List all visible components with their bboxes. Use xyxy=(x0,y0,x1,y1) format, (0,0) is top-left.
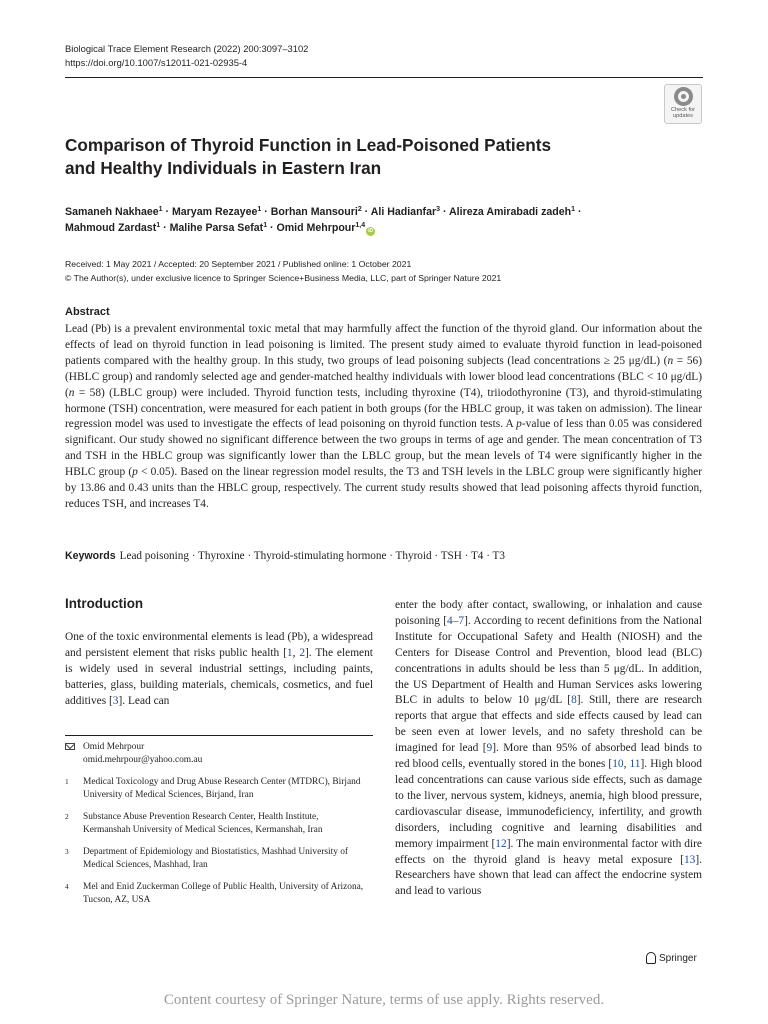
citation-link[interactable]: 8 xyxy=(571,694,577,707)
affiliation-number: 4 xyxy=(65,882,69,891)
affiliation-item xyxy=(65,811,365,837)
corresponding-author-email[interactable]: omid.mehrpour@yahoo.com.au xyxy=(83,755,203,765)
title-line-1: Comparison of Thyroid Function in Lead-Poisoned Patients xyxy=(65,135,552,155)
keywords xyxy=(65,549,505,564)
author-affiliation: 1 xyxy=(263,222,268,229)
springer-horse-icon xyxy=(646,952,656,964)
footnote-rule xyxy=(65,735,373,736)
author-name[interactable]: Borhan Mansouri xyxy=(270,206,358,218)
footnotes xyxy=(65,741,365,916)
author-affiliation: 1 xyxy=(257,206,262,213)
badge-text-line2: updates xyxy=(673,113,693,119)
citation-link[interactable]: 13 xyxy=(683,853,696,866)
author-list xyxy=(65,204,705,236)
author-name[interactable]: Omid Mehrpour xyxy=(276,222,356,234)
author-affiliation: 1,4 xyxy=(355,222,366,229)
affiliation-number: 1 xyxy=(65,777,69,786)
corresponding-author xyxy=(65,741,365,767)
author-affiliation: 1 xyxy=(158,206,163,213)
citation-link[interactable]: 10 xyxy=(612,758,624,771)
keywords-label: Keywords xyxy=(65,550,116,562)
citation-link[interactable]: 4–7 xyxy=(447,614,465,627)
affiliation-item xyxy=(65,776,365,802)
affiliation-number: 2 xyxy=(65,812,69,821)
affiliation-text: Medical Toxicology and Drug Abuse Research Center (MTDRC), Birjand University of Medical Sciences, Birjand, Iran xyxy=(83,777,361,800)
author-line-1: Samaneh Nakhaee$^1$ · Maryam Rezayee$^1$ · Borhan Mansouri$^2$ · Ali Hadianfar$^3$ · Alireza Amirabadi zadeh$^1$ · xyxy=(65,206,582,218)
orcid-icon[interactable]: iD xyxy=(368,228,374,234)
author-name[interactable]: Ali Hadianfar xyxy=(370,206,437,218)
abstract-body: Lead (Pb) is a prevalent environmental toxic metal that may harmfully affect the function of the thyroid gland. Our information about the effects of lead on thyroid function in lead poisoning is limited. The present study aimed to evaluate thyroid function in lead-poisoned patients compared with the healthy group. In this study, two groups of lead poisoning subjects (lead concentrations ≥ 25 μg/dL) (n = 56) (HBLC group) and randomly selected age and gender-matched healthy individuals with lower blood lead concentrations (BLC < 10 μg/dL) (n = 58) (LBLC group) were included. Thyroid function tests, including thyroxine (T4), triiodothyronine (T3), and thyroid-stimulating hormone (TSH) concentration, were measured for each patient in both groups (for the HBLC group, it was taken on admission). The linear regression model was used to investigate the effects of lead poisoning on thyroid function tests. A p-value of less than 0.05 was considered significant. Our study showed no significant difference between the two groups in terms of age and gender. The mean concentration of T3 and TSH in the HBLC group was significantly lower than the LBLC group, but the mean levels of T4 were significantly higher in the HBLC group (p < 0.05). Based on the linear regression model results, the T3 and TSH levels in the LBLC group were significantly higher by 13.86 and 0.43 units than the HBLC group, respectively. The current study results showed that lead poisoning affects thyroid function, reduces TSH, and increases T4. xyxy=(65,323,703,510)
author-name[interactable]: Alireza Amirabadi zadeh xyxy=(449,206,572,218)
affiliation-text: Department of Epidemiology and Biostatistics, Mashhad University of Medical Sciences, Mashhad, Iran xyxy=(83,847,349,870)
introduction-right-column: enter the body after contact, swallowing, or inhalation and cause poisoning [4–7]. According to recent definitions from the National Institute for Occupational Safety and Health (NIOSH) and the Centers for Disease Control and Prevention, blood lead (BLC) concentrations in adults should be less than 5 μg/dL. In addition, the US Department of Health and Human Services asks lowering BLC in adults to below 10 μg/dL [8]. Still, there are research reports that argue that effects and side effects caused by lead can be seen even at lower levels, and no safety threshold can be imagined for lead [9]. More than 95% of absorbed lead binds to red blood cells, eventually stored in the bones [10, 11]. High blood lead concentrations can cause various side effects, such as damage to the liver, nervous system, kidneys, anemia, high blood pressure, cardiovascular disease, immunodeficiency, infertility, and growth disorders, including cognitive and learning disabilities and memory impairment [12]. The main environmental factor with dire effects on the thyroid gland is heavy metal exposure [13]. Researchers have shown that lead can affect the endocrine system and lead to various xyxy=(395,599,703,898)
affiliation-text: Substance Abuse Prevention Research Center, Health Institute, Kermanshah University of Medical Sciences, Kermanshah, Iran xyxy=(83,812,323,835)
citation-link[interactable]: 1 xyxy=(286,646,293,659)
affiliation-text: Mel and Enid Zuckerman College of Public Health, University of Arizona, Tucson, AZ, USA xyxy=(83,882,364,905)
journal-citation: Biological Trace Element Research (2022) 200:3097–3102 xyxy=(65,43,309,54)
citation-link[interactable]: 9 xyxy=(486,742,493,755)
doi-link[interactable]: https://doi.org/10.1007/s12011-021-02935-4 xyxy=(65,57,248,68)
citation-link[interactable]: 3 xyxy=(112,694,119,707)
citation-link[interactable]: 11 xyxy=(629,758,641,771)
introduction-left-column: One of the toxic environmental elements is lead (Pb), a widespread and persistent element that risks public health [1, 2]. The element is widely used in several industrial settings, including paints, batteries, glass, building materials, chemicals, cosmetics, and fuel additives [3]. Lead can xyxy=(65,631,373,707)
journal-header xyxy=(65,42,308,70)
author-name[interactable]: Samaneh Nakhaee xyxy=(65,206,159,218)
author-affiliation: 1 xyxy=(156,222,161,229)
affiliation-item xyxy=(65,881,365,907)
author-name[interactable]: Malihe Parsa Sefat xyxy=(169,222,264,234)
affiliation-number: 3 xyxy=(65,847,69,856)
envelope-icon xyxy=(65,743,75,750)
article-title xyxy=(65,134,625,180)
keywords-text: Lead poisoning · Thyroxine · Thyroid-stimulating hormone · Thyroid · TSH · T4 · T3 xyxy=(119,550,505,562)
author-name[interactable]: Maryam Rezayee xyxy=(171,206,258,218)
citation-link[interactable]: 12 xyxy=(495,837,507,850)
affiliation-item xyxy=(65,846,365,872)
copyright-line: © The Author(s), under exclusive licence to Springer Science+Business Media, LLC, part of Springer Nature 2021 xyxy=(65,273,502,283)
introduction-heading: Introduction xyxy=(65,596,144,611)
badge-text-line1: Check for xyxy=(671,107,695,113)
abstract-heading: Abstract xyxy=(65,306,110,318)
author-line-2: Mahmoud Zardast$^1$ · Malihe Parsa Sefat$^1$ · Omid Mehrpour$^{1,4}$iD xyxy=(65,222,374,234)
dates-line: Received: 1 May 2021 / Accepted: 20 September 2021 / Published online: 1 October 2021 xyxy=(65,259,412,269)
header-rule xyxy=(65,77,703,78)
publisher-name: Springer xyxy=(659,952,697,964)
citation-link[interactable]: 2 xyxy=(299,646,306,659)
author-name[interactable]: Mahmoud Zardast xyxy=(65,222,157,234)
corresponding-author-name: Omid Mehrpour xyxy=(83,742,145,752)
check-for-updates-icon xyxy=(674,87,693,106)
publisher-logo xyxy=(646,952,697,964)
courtesy-notice: Content courtesy of Springer Nature, terms of use apply. Rights reserved. xyxy=(163,992,605,1008)
author-affiliation: 2 xyxy=(357,206,362,213)
publication-dates xyxy=(65,257,501,285)
author-affiliation: 1 xyxy=(571,206,575,213)
author-affiliation: 3 xyxy=(436,206,440,213)
check-for-updates-badge[interactable] xyxy=(664,84,702,124)
title-line-2: and Healthy Individuals in Eastern Iran xyxy=(65,158,382,178)
